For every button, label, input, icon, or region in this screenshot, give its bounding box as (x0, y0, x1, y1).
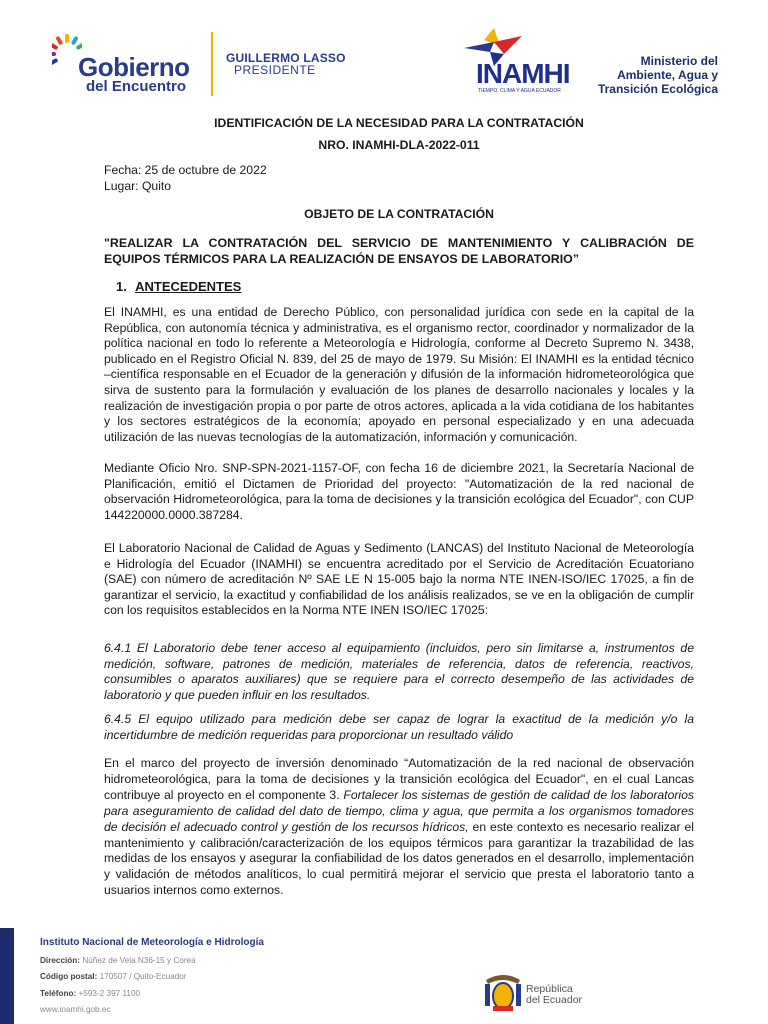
paragraph-3: El Laboratorio Nacional de Calidad de Aguas y Sedimento (LANCAS) del Instituto Nacional de Meteorología e Hidrología del Ecuador (INAMHI) se encuentra acreditado por el Servicio de Acreditación Ecuatoriano (SAE) con número de acreditación Nº SAE LE N 15-005 bajo la norma NTE INEN-ISO/IEC 17025, a fin de garantizar el servicio, la exactitud y confiabilidad de los análisis realizados, se ve en la obligación de cumplir con los requisitos establecidos en la Norma NTE INEN ISO/IEC 17025: (104, 541, 694, 618)
object-text: "REALIZAR LA CONTRATACIÓN DEL SERVICIO DE MANTENIMIENTO Y CALIBRACIÓN DE EQUIPOS TÉRMICOS PARA LA REALIZACIÓN DE ENSAYOS DE LABORATORIO” (104, 236, 694, 266)
date-line: Fecha: 25 de octubre de 2022 (104, 163, 267, 177)
paragraph-4 (104, 756, 694, 899)
president-block (226, 52, 346, 76)
document-title: IDENTIFICACIÓN DE LA NECESIDAD PARA LA CONTRATACIÓN (214, 116, 584, 130)
footer-accent-bar (0, 928, 14, 1024)
section-heading (116, 279, 241, 294)
footer-website[interactable]: www.inamhi.gob.ec (40, 1004, 111, 1014)
header-divider (211, 32, 213, 96)
republica-logo (482, 970, 592, 1014)
page-footer (40, 935, 264, 1018)
date-place-block (104, 163, 694, 194)
footer-phone: Teléfono: +593-2 397 1100 (40, 988, 141, 998)
encuentro-wordmark: del Encuentro (86, 78, 187, 95)
section-title: ANTECEDENTES (135, 279, 242, 294)
object-heading: OBJETO DE LA CONTRATACIÓN (304, 207, 494, 221)
footer-address: Dirección: Núñez de Vela N36-15 y Corea (40, 956, 196, 966)
footer-institution: Instituto Nacional de Meteorología e Hidrología (40, 937, 264, 948)
document-number: NRO. INAMHI-DLA-2022-011 (318, 138, 480, 152)
coat-of-arms-icon (482, 970, 524, 1014)
ministry-name (592, 54, 718, 96)
inamhi-tagline: TIEMPO, CLIMA Y AGUA ECUADOR (478, 88, 561, 94)
paragraph-4-intro: En el marco del proyecto de inversión denominado “Automatización de la red nacional de observación hidrometeorológica, para la toma de decisiones y la transición ecológica del Ecuador", en el cual Lancas contribuye al proyecto en el componente 3. (104, 756, 694, 802)
inamhi-logo (456, 28, 582, 100)
president-name: GUILLERMO LASSO (226, 51, 346, 65)
paragraph-4-component: Fortalecer los sistemas de gestión de calidad de los laboratorios para aseguramiento de calidad del dato de tiempo, clima y agua, que permita a los organismos tomadores de decisión el adecuado control y gestión de los recursos hídricos, (104, 787, 694, 834)
paragraph-1: El INAMHI, es una entidad de Derecho Público, con personalidad jurídica con sede en la capital de la República, con autonomía técnica y administrativa, es el organismo rector, coordinador y normalizador de la política nacional en todo lo referente a Meteorología e Hidrología, conforme al Decreto Supremo N. 3438, publicado en el Registro Oficial N. 839, del 25 de mayo de 1979. Su Misión: El INAMHI es la entidad técnico –científica responsable en el Ecuador de la generación y difusión de la información hidrometeorológica que sirva de sustento para la formulación y evaluación de los planes de desarrollo nacionales y locales y la realización de investigación propia o por parte de otros actores, aplicada a la vida cotidiana de los habitantes y los sectores estratégicos de la economía; apoyado en personal especializado y en una adecuada utilización de las nuevas tecnologías de la automatización, información y comunicación. (104, 305, 694, 444)
paragraph-2: Mediante Oficio Nro. SNP-SPN-2021-1157-OF, con fecha 16 de diciembre 2021, la Secretaría Nacional de Planificación, emitió el Dictamen de Prioridad del proyecto: "Automatización de la red nacional de observación Hidrometeorológica, para la toma de decisiones y la transición ecológica del Ecuador", con CUP 144220000.0000.387284. (104, 461, 694, 522)
section-number: 1. (116, 279, 127, 294)
inamhi-wordmark: INAMHI (476, 58, 570, 89)
quote-6-4-1: 6.4.1 El Laboratorio debe tener acceso al equipamiento (incluidos, pero sin limitarse a, instrumentos de medición, software, patrones de medición, materiales de referencia, datos de referencia, reactivos, consumibles o aparatos auxiliares) que se requiere para el correcto desempeño de las actividades de laboratorio y que pueden influir en los resultados. (104, 641, 694, 702)
ministry-line-2: Ambiente, Agua y (617, 68, 718, 82)
place-line: Lugar: Quito (104, 178, 172, 193)
quote-6-4-5: 6.4.5 El equipo utilizado para medición debe ser capaz de lograr la exactitud de la medición y/o la incertidumbre de medición requeridas para proporcionar un resultado válido (104, 712, 694, 742)
ministry-line-1: Ministerio del (640, 54, 718, 68)
republica-text: República del Ecuador (526, 983, 583, 1006)
gobierno-del-encuentro-logo (52, 30, 202, 98)
gobierno-wordmark: Gobierno (78, 52, 190, 82)
president-title: PRESIDENTE (234, 63, 316, 77)
page-header (0, 0, 768, 110)
ministry-line-3: Transición Ecológica (597, 82, 718, 96)
paragraph-4-conclusion: en este contexto es necesario realizar el mantenimiento y calibración/caracterización de los equipos térmicos para garantizar la trazabilidad de las medidas de los ensayos y asegurar la confiabilidad de los datos generados en el desarrollo, implementación y validación de métodos analíticos, lo cual permitirá mejorar el servicio que presta el laboratorio tanto a usuarios internos como externos. (104, 819, 695, 898)
footer-postal: Código postal: 170507 / Quito-Ecuador (40, 972, 187, 982)
